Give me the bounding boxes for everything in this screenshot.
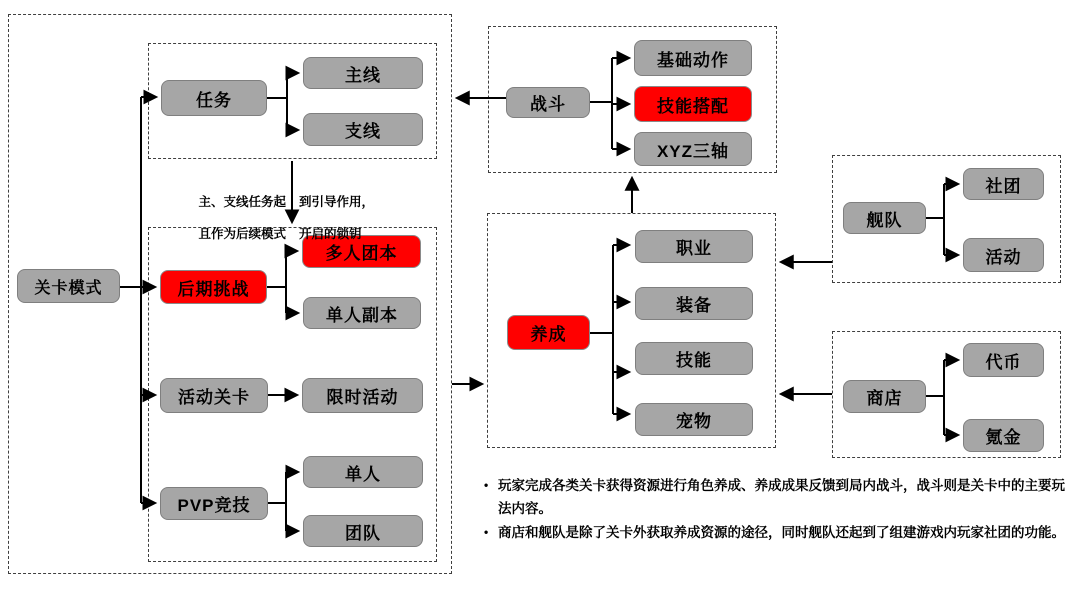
node-club: 社团 xyxy=(963,168,1044,200)
edge-annotation-left-line2: 且作为后续模式 xyxy=(198,227,286,241)
node-basic-actions: 基础动作 xyxy=(634,40,752,76)
node-timed-event: 限时活动 xyxy=(302,378,423,413)
notes-list xyxy=(484,474,1070,545)
edge-annotation-left xyxy=(150,178,286,258)
node-tasks: 任务 xyxy=(161,80,267,116)
node-level-mode: 关卡模式 xyxy=(17,269,120,303)
edge-annotation-right-line1: 到引导作用， xyxy=(299,195,375,209)
node-fleet-events: 活动 xyxy=(963,238,1044,272)
node-main-quest: 主线 xyxy=(303,57,423,89)
node-fleet: 舰队 xyxy=(843,202,926,234)
note-item-2 xyxy=(484,521,1070,544)
node-skills: 技能 xyxy=(635,342,753,375)
node-pets: 宠物 xyxy=(635,403,753,436)
node-tokens: 代币 xyxy=(963,343,1044,377)
node-multiplayer-raid: 多人团本 xyxy=(302,235,421,268)
note-text-2: 商店和舰队是除了关卡外获取养成资源的途径，同时舰队还起到了组建游戏内玩家社团的功能。 xyxy=(498,525,1065,540)
edge-annotation-left-line1: 主、支线任务起 xyxy=(198,195,286,209)
edge-annotation-right xyxy=(299,178,429,258)
node-shop: 商店 xyxy=(843,380,926,413)
note-item-1 xyxy=(484,474,1070,520)
node-progression: 养成 xyxy=(507,315,590,350)
node-side-quest: 支线 xyxy=(303,113,423,146)
bullet-icon: • xyxy=(484,478,489,492)
node-profession: 职业 xyxy=(635,230,753,263)
node-battle: 战斗 xyxy=(506,87,590,118)
node-skill-combo: 技能搭配 xyxy=(634,86,752,122)
node-pvp-team: 团队 xyxy=(303,515,423,547)
note-text-1: 玩家完成各类关卡获得资源进行角色养成、养成成果反馈到局内战斗，战斗则是关卡中的主要玩法内容。 xyxy=(498,478,1065,516)
bullet-icon: • xyxy=(484,525,489,539)
edge-annotation-right-line2: 开启的锁钥 xyxy=(299,227,362,241)
node-pvp-solo: 单人 xyxy=(303,456,423,488)
node-pvp: PVP竞技 xyxy=(160,487,268,520)
node-solo-dungeon: 单人副本 xyxy=(303,297,421,329)
node-paid-currency: 氪金 xyxy=(963,419,1044,452)
node-event-levels: 活动关卡 xyxy=(160,378,268,413)
node-late-challenge: 后期挑战 xyxy=(160,270,267,304)
node-equipment: 装备 xyxy=(635,287,753,320)
node-xyz-axes: XYZ三轴 xyxy=(634,132,752,166)
